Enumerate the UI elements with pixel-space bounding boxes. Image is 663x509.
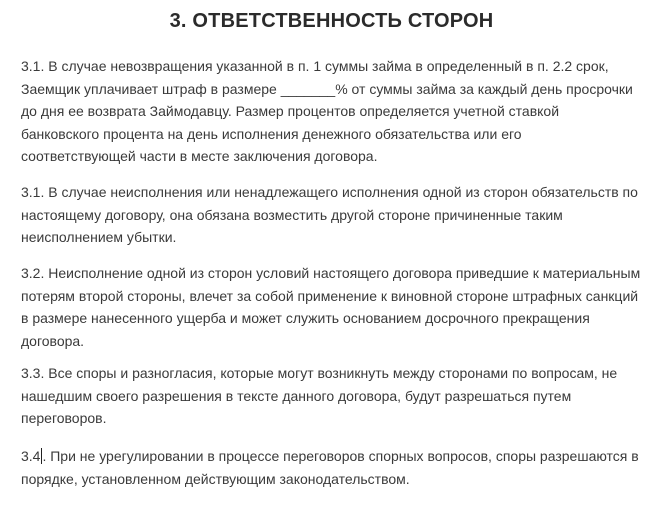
paragraph-3-4-legislation — [21, 445, 646, 490]
section-title: 3. ОТВЕТСТВЕННОСТЬ СТОРОН — [169, 10, 494, 32]
paragraph-line: 3.3. Все споры и разногласия, которые могут возникнуть между сторонами по вопросам, не — [21, 365, 618, 381]
paragraph-3-2-sanctions — [21, 262, 646, 352]
paragraph-line: 3.1. В случае невозвращения указанной в п. 1 суммы займа в определенный в п. 2.2 срок, — [21, 58, 609, 74]
paragraph-line: до дня ее возврата Займодавцу. Размер процентов определяется учетной ставкой — [21, 103, 560, 119]
paragraph-line: потерям второй стороны, влечет за собой применение к виновной стороне штрафных санкций — [21, 287, 639, 304]
paragraph-line: переговоров. — [21, 410, 107, 426]
paragraph-line: банковского процента на день исполнения денежного обязательства или его — [21, 125, 522, 142]
paragraph-line: 3.2. Неисполнение одной из сторон условий настоящего договора приведшие к материальным — [21, 265, 641, 281]
paragraph-line: нашедшим своего разрешения в тексте данного договора, будут разрешаться путем — [21, 387, 572, 404]
paragraph-line: настоящему договору, она обязана возместить другой стороне причиненные таким — [21, 206, 563, 223]
paragraph-line: Заемщик уплачивает штраф в размере _______% от суммы займа за каждый день просрочки — [21, 80, 633, 97]
paragraph-3-1-penalty — [21, 55, 646, 168]
paragraph-3-1-damages — [21, 181, 646, 249]
paragraph-line: в размере нанесенного ущерба и может служить основанием досрочного прекращения — [21, 310, 590, 326]
paragraph-text: . При не урегулировании в процессе переговоров спорных вопросов, споры разрешаются в — [42, 448, 639, 464]
paragraph-line: договора. — [21, 332, 85, 349]
paragraph-line: неисполнением убытки. — [21, 229, 177, 245]
paragraph-line: 3.1. В случае неисполнения или ненадлежащего исполнения одной из сторон обязательств по — [21, 184, 638, 200]
paragraph-line: соответствующей части в месте заключения договора. — [21, 148, 378, 164]
paragraph-line — [21, 445, 646, 468]
paragraph-number: 3.4 — [21, 448, 41, 464]
paragraph-line: порядке, установленном действующим законодательством. — [21, 470, 410, 487]
paragraph-3-3-disputes — [21, 362, 646, 430]
